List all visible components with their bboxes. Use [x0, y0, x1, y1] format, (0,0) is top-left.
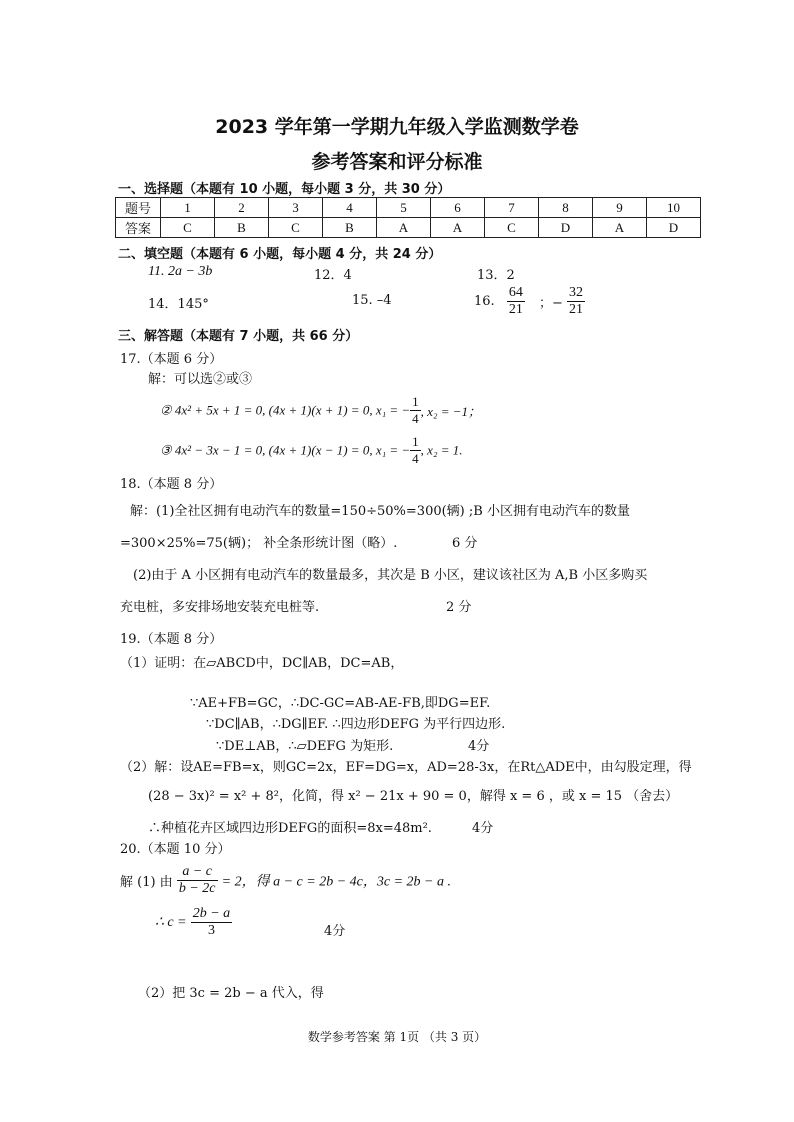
q18-line-1: 解：(1)全社区拥有电动汽车的数量=150÷50%=300(辆) ;B 小区拥有电动汽车的数量	[130, 504, 630, 519]
answer-cell: A	[377, 218, 431, 238]
q18-heading: 18.（本题 8 分）	[120, 477, 223, 492]
equation-text: ② 4x² + 5x + 1 = 0, (4x + 1)(x + 1) = 0, x₁ = −	[160, 402, 411, 418]
q18-line-3: (2)由于 A 小区拥有电动汽车的数量最多，其次是 B 小区，建议该社区为 A,B 小区多购买	[133, 568, 648, 583]
q20-line-2	[155, 906, 232, 939]
fraction	[410, 394, 421, 427]
denominator: 21	[569, 302, 584, 317]
question-number-cell: 4	[323, 198, 377, 218]
q19-line-3: ∵DC∥AB，∴DG∥EF. ∴四边形DEFG 为平行四边形.	[206, 717, 506, 732]
answer-cell: D	[647, 218, 701, 238]
q19-score-2: 4分	[472, 821, 494, 836]
answer-11: 11. 2a − 3b	[148, 264, 213, 279]
q19-line-5: （2）解：设AE=FB=x，则GC=2x，EF=DG=x，AD=28-3x，在Rt△ADE中，由勾股定理，得	[120, 760, 692, 775]
q17-option-3	[160, 434, 462, 467]
q19-line-6: (28 − 3x)² = x² + 8²，化简，得 x² − 21x + 90 = 0，解得 x = 6 ，或 x = 15 （舍去）	[148, 789, 679, 804]
q18-line-4: 充电桩，多安排场地安装充电桩等.	[120, 600, 320, 615]
question-number-cell: 10	[647, 198, 701, 218]
answer-12: 12．4	[314, 268, 352, 283]
q19-heading: 19.（本题 8 分）	[120, 632, 223, 647]
numerator: 64	[508, 285, 523, 300]
section1-heading: 一、选择题（本题有 10 小题，每小题 3 分，共 30 分）	[118, 182, 451, 197]
q17-heading: 17.（本题 6 分）	[120, 352, 223, 367]
fraction	[191, 906, 232, 939]
answer-16	[474, 285, 585, 318]
q19-line-2: ∵AE+FB=GC，∴DC-GC=AB-AE-FB,即DG=EF.	[190, 696, 491, 711]
q18-score-2: 2 分	[446, 600, 472, 615]
question-number-cell: 7	[485, 198, 539, 218]
row-label: 答案	[116, 218, 161, 238]
fraction	[567, 285, 585, 318]
table-row	[116, 218, 701, 238]
separator: ；−	[538, 296, 563, 311]
q20-line-1	[120, 864, 451, 897]
answer-cell: B	[323, 218, 377, 238]
answer-cell: A	[431, 218, 485, 238]
answer-cell: A	[593, 218, 647, 238]
q19-line-7: ∴种植花卉区域四边形DEFG的面积=8x=48m².	[148, 821, 432, 836]
answer-table	[115, 197, 701, 238]
q17-intro: 解：可以选②或③	[148, 372, 253, 387]
question-number-cell: 9	[593, 198, 647, 218]
denominator: b − 2c	[178, 881, 216, 896]
equation-text: 解 (1) 由	[120, 875, 173, 890]
question-number-cell: 2	[215, 198, 269, 218]
q20-score-1: 4分	[324, 924, 346, 939]
row-label: 题号	[116, 198, 161, 218]
q18-line-2: =300×25%=75(辆)； 补全条形统计图（略）.	[120, 536, 398, 551]
page-subtitle: 参考答案和评分标准	[311, 151, 483, 173]
equation-text: = 2，得 a − c = 2b − 4c，3c = 2b − a .	[221, 874, 451, 890]
denominator: 4	[412, 451, 419, 466]
question-number-cell: 5	[377, 198, 431, 218]
answer-13: 13．2	[477, 268, 515, 283]
q20-line-3: （2）把 3c = 2b − a 代入，得	[138, 986, 324, 1001]
section3-heading: 三、解答题（本题有 7 小题，共 66 分）	[118, 329, 359, 344]
denominator: 21	[508, 302, 523, 317]
page-title: 2023 学年第一学期九年级入学监测数学卷	[215, 116, 579, 138]
q19-line-1: （1）证明：在▱ABCD中，DC∥AB，DC=AB，	[120, 656, 404, 671]
answer-cell: D	[539, 218, 593, 238]
numerator: 1	[412, 394, 419, 409]
answer-16-label: 16.	[474, 294, 495, 309]
answer-cell: B	[215, 218, 269, 238]
table-row	[116, 198, 701, 218]
answer-cell: C	[269, 218, 323, 238]
q19-line-4: ∵DE⊥AB，∴▱DEFG 为矩形.	[216, 739, 394, 754]
question-number-cell: 6	[431, 198, 485, 218]
numerator: 2b − a	[192, 906, 231, 921]
denominator: 4	[412, 411, 419, 426]
q20-heading: 20.（本题 10 分）	[120, 842, 231, 857]
q18-score-1: 6 分	[452, 536, 478, 551]
equation-text: , x₂ = −1；	[420, 404, 482, 419]
question-number-cell: 3	[269, 198, 323, 218]
answer-cell: C	[485, 218, 539, 238]
fraction	[507, 285, 525, 318]
numerator: a − c	[177, 864, 218, 881]
numerator: 1	[412, 434, 419, 449]
numerator: 32	[569, 285, 584, 300]
fraction	[177, 864, 218, 897]
answer-14: 14．145°	[148, 297, 209, 312]
answer-15: 15. –4	[352, 293, 392, 308]
question-number-cell: 1	[161, 198, 215, 218]
denominator: 3	[207, 923, 215, 938]
equation-text: , x₂ = 1.	[420, 442, 463, 458]
section2-heading: 二、填空题（本题有 6 小题，每小题 4 分，共 24 分）	[118, 247, 442, 262]
equation-text: ③ 4x² − 3x − 1 = 0, (4x + 1)(x − 1) = 0, x₁ = −	[160, 442, 411, 458]
equation-text: ∴ c =	[155, 915, 187, 930]
fraction	[410, 434, 421, 467]
q17-option-2	[160, 394, 481, 427]
q19-score-1: 4分	[468, 739, 490, 754]
question-number-cell: 8	[539, 198, 593, 218]
answer-cell: C	[161, 218, 215, 238]
page-footer: 数学参考答案 第 1页 （共 3 页）	[307, 1030, 487, 1044]
